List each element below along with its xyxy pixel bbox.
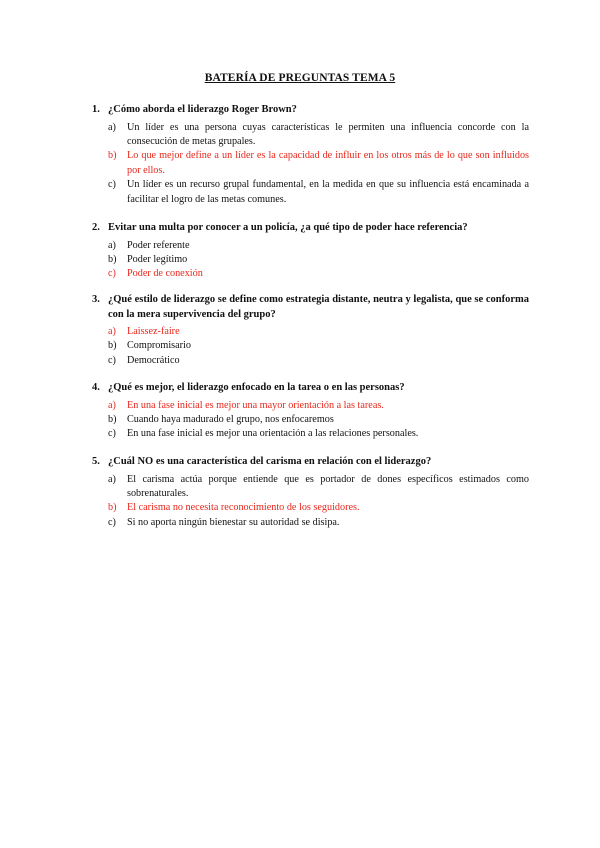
option-letter: a) <box>108 399 116 411</box>
option-letter: c) <box>108 428 116 440</box>
option-b <box>108 339 529 353</box>
option-text: Compromisario <box>127 340 191 352</box>
question-text: Evitar una multa por conocer a un policía, ¿a qué tipo de poder hace referencia? <box>108 222 468 233</box>
option-a <box>108 121 529 150</box>
option-a <box>108 473 529 502</box>
question-number: 3. <box>92 294 100 305</box>
page-title: BATERÍA DE PREGUNTAS TEMA 5 <box>204 72 396 84</box>
option-c-correct <box>108 267 529 281</box>
question-5 <box>92 455 529 530</box>
option-text: El carisma actúa porque entiende que es portador de dones específicos estimados como sobrenaturales. <box>127 473 529 499</box>
option-letter: c) <box>108 354 116 366</box>
question-text: ¿Qué estilo de liderazgo se define como estrategia distante, neutra y legalista, que se conforma con la mera supervivencia del grupo? <box>108 294 529 320</box>
option-letter: b) <box>108 340 117 352</box>
option-text: Poder referente <box>127 239 190 251</box>
question-header <box>92 455 529 470</box>
option-letter: b) <box>108 502 117 514</box>
option-a <box>108 239 529 253</box>
option-letter: a) <box>108 326 116 337</box>
question-header <box>92 381 529 396</box>
option-c <box>108 427 529 441</box>
options-list <box>92 121 529 207</box>
option-text: Democrático <box>127 354 180 366</box>
options-list <box>92 239 529 282</box>
question-number: 2. <box>92 222 100 233</box>
option-text: Cuando haya madurado el grupo, nos enfocaremos <box>127 413 334 425</box>
option-a-correct <box>108 399 529 413</box>
option-text: El carisma no necesita reconocimiento de los seguidores. <box>127 502 360 514</box>
option-text: Laissez-faire <box>127 326 180 337</box>
option-text: Poder de conexión <box>127 268 203 280</box>
question-2 <box>92 221 529 282</box>
option-letter: a) <box>108 239 116 251</box>
options-list <box>92 399 529 442</box>
option-b-correct <box>108 149 529 178</box>
option-a-correct <box>108 325 529 339</box>
question-3 <box>92 293 529 368</box>
question-header <box>92 293 529 322</box>
question-text: ¿Cuál NO es una característica del carisma en relación con el liderazgo? <box>108 456 432 467</box>
option-letter: b) <box>108 413 117 425</box>
option-text: En una fase inicial es mejor una mayor orientación a las tareas. <box>127 399 384 411</box>
question-number: 4. <box>92 382 100 393</box>
option-text: Poder legítimo <box>127 253 188 265</box>
question-header <box>92 103 529 118</box>
option-c <box>108 516 529 530</box>
question-number: 5. <box>92 456 100 467</box>
question-header <box>92 221 529 236</box>
option-letter: c) <box>108 179 116 191</box>
option-text: Un líder es un recurso grupal fundamental, en la medida en que su influencia está encaminada a facilitar el logro de las metas comunes. <box>127 179 529 205</box>
options-list <box>92 473 529 531</box>
option-letter: a) <box>108 473 116 485</box>
question-1 <box>92 103 529 207</box>
option-letter: c) <box>108 516 116 528</box>
option-b <box>108 413 529 427</box>
option-b <box>108 253 529 267</box>
option-c <box>108 354 529 368</box>
option-b-correct <box>108 501 529 515</box>
option-letter: c) <box>108 268 116 280</box>
option-text: En una fase inicial es mejor una orientación a las relaciones personales. <box>127 428 419 440</box>
option-text: Un líder es una persona cuyas características le permiten una influencia concorde con la consecución de metas grupales. <box>127 121 529 147</box>
question-text: ¿Cómo aborda el liderazgo Roger Brown? <box>108 104 297 115</box>
option-c <box>108 178 529 207</box>
question-number: 1. <box>92 104 100 115</box>
question-4 <box>92 381 529 442</box>
question-text: ¿Qué es mejor, el liderazgo enfocado en la tarea o en las personas? <box>108 382 405 393</box>
option-text: Si no aporta ningún bienestar su autoridad se disipa. <box>127 516 340 528</box>
option-letter: a) <box>108 121 116 133</box>
options-list <box>92 325 529 368</box>
option-letter: b) <box>108 253 117 265</box>
option-letter: b) <box>108 150 117 162</box>
option-text: Lo que mejor define a un líder es la capacidad de influir en los otros más de lo que son influidos por ellos. <box>127 150 529 176</box>
